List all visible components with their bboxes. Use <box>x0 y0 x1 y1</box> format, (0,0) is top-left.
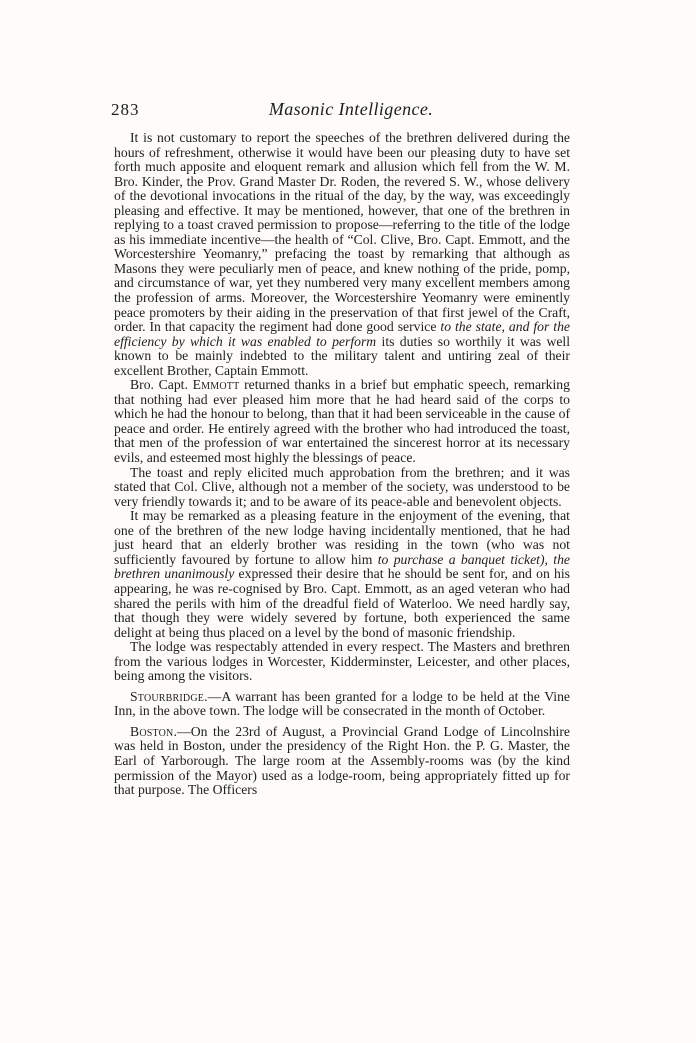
paragraph-text: It is not customary to report the speeches of the brethren delivered during the hours of refreshment, otherwise it would have been our pleasing duty to have set forth much apposite and eloquent remark and allusion which fell from the W. M. Bro. Kinder, the Prov. Grand Master Dr. Roden, the revered S. W., whose delivery of the devotional invocations in the ritual of the day, by the way, was exceedingly pleasing and effective. It may be mentioned, however, that one of the brethren in replying to a toast craved permission to propose—referring to the title of the lodge as his immediate incentive—the health of “Col. Clive, Bro. Capt. Emmott, and the Worcestershire Yeomanry,” prefacing the toast by remarking that although as Masons they were peculiarly men of peace, and knew nothing of the pride, pomp, and circumstance of war, yet they numbered very many excellent members among the profession of arms. Moreover, the Worcestershire Yeomanry were eminently peace promoters by their aiding in the preservation of that first jewel of the Craft, order. In that capacity the regiment had done good service <box>114 130 570 335</box>
paragraph-approbation <box>114 466 570 510</box>
paragraph-text: The toast and reply elicited much approbation from the brethren; and it was stated that Col. Clive, although not a member of the society, was understood to be very friendly towards it; and to be aware of its peace-able and benevolent objects. <box>114 464 570 509</box>
paragraph-attendance <box>114 640 570 684</box>
paragraph-text: expressed their desire that he should be sent for, and on his appearing, he was re-cognised by Bro. Capt. Emmott, as an aged veteran who had shared the perils with him of the dreadful field of Waterloo. We need hardly say, that though they were widely severed by fortune, both experienced the same delight at being thus placed on a level by the bond of masonic friendship. <box>114 566 571 640</box>
paragraph-lead: Bro. Capt. <box>130 377 193 393</box>
running-title: Masonic Intelligence. <box>268 99 434 119</box>
page-number: 283 <box>111 100 140 119</box>
paragraph-stourbridge <box>114 690 570 719</box>
italic-passage: to the state, and for the efficiency by which it was enabled to perform <box>114 319 571 349</box>
paragraph-text: its duties so worthily it was well known to be mainly indebted to the military talent and untiring zeal of their excellent Brother, Captain Emmott. <box>114 333 571 378</box>
article-body <box>114 131 570 798</box>
paragraph-text: It may be remarked as a pleasing feature in the enjoyment of the evening, that one of the brethren of the new lodge having incidentally mentioned, that he had just heard that an elderly brother was residing in the town (who was not sufficiently favoured by fortune to allow him <box>114 508 570 567</box>
italic-passage: to purchase a banquet ticket), the brethren unanimously <box>114 551 571 582</box>
paragraph-veteran <box>114 509 570 640</box>
paragraph-text: —A warrant has been granted for a lodge to be held at the Vine Inn, in the above town. The lodge will be consecrated in the month of October. <box>114 688 570 719</box>
place-heading: Stourbridge. <box>130 688 208 704</box>
paragraph-text: The lodge was respectably attended in every respect. The Masters and brethren from the various lodges in Worcester, Kidderminster, Leicester, and other places, being among the visitors. <box>114 639 570 684</box>
paragraph-emmott-reply <box>114 378 570 465</box>
paragraph-text: returned thanks in a brief but emphatic speech, remarking that nothing had ever pleased him more that he had heard said of the corps to which he had the honour to belong, than that it had been serviceable in the cause of peace and order. He entirely agreed with the brother who had introduced the toast, that men of the profession of war entertained the sincerest horror at its necessary evils, and esteemed most highly the blessings of peace. <box>114 377 570 466</box>
place-heading: Boston. <box>130 723 178 739</box>
paragraph-toast-report <box>114 131 570 378</box>
speaker-name: Emmott <box>192 377 240 393</box>
paragraph-text: —On the 23rd of August, a Provincial Grand Lodge of Lincolnshire was held in Boston, under the presidency of the Right Hon. the P. G. Master, the Earl of Yarborough. The large room at the Assembly-rooms was (by the kind permission of the Mayor) used as a lodge-room, being appropriately fitted up for that purpose. The Officers <box>114 723 570 798</box>
paragraph-boston <box>114 725 570 798</box>
